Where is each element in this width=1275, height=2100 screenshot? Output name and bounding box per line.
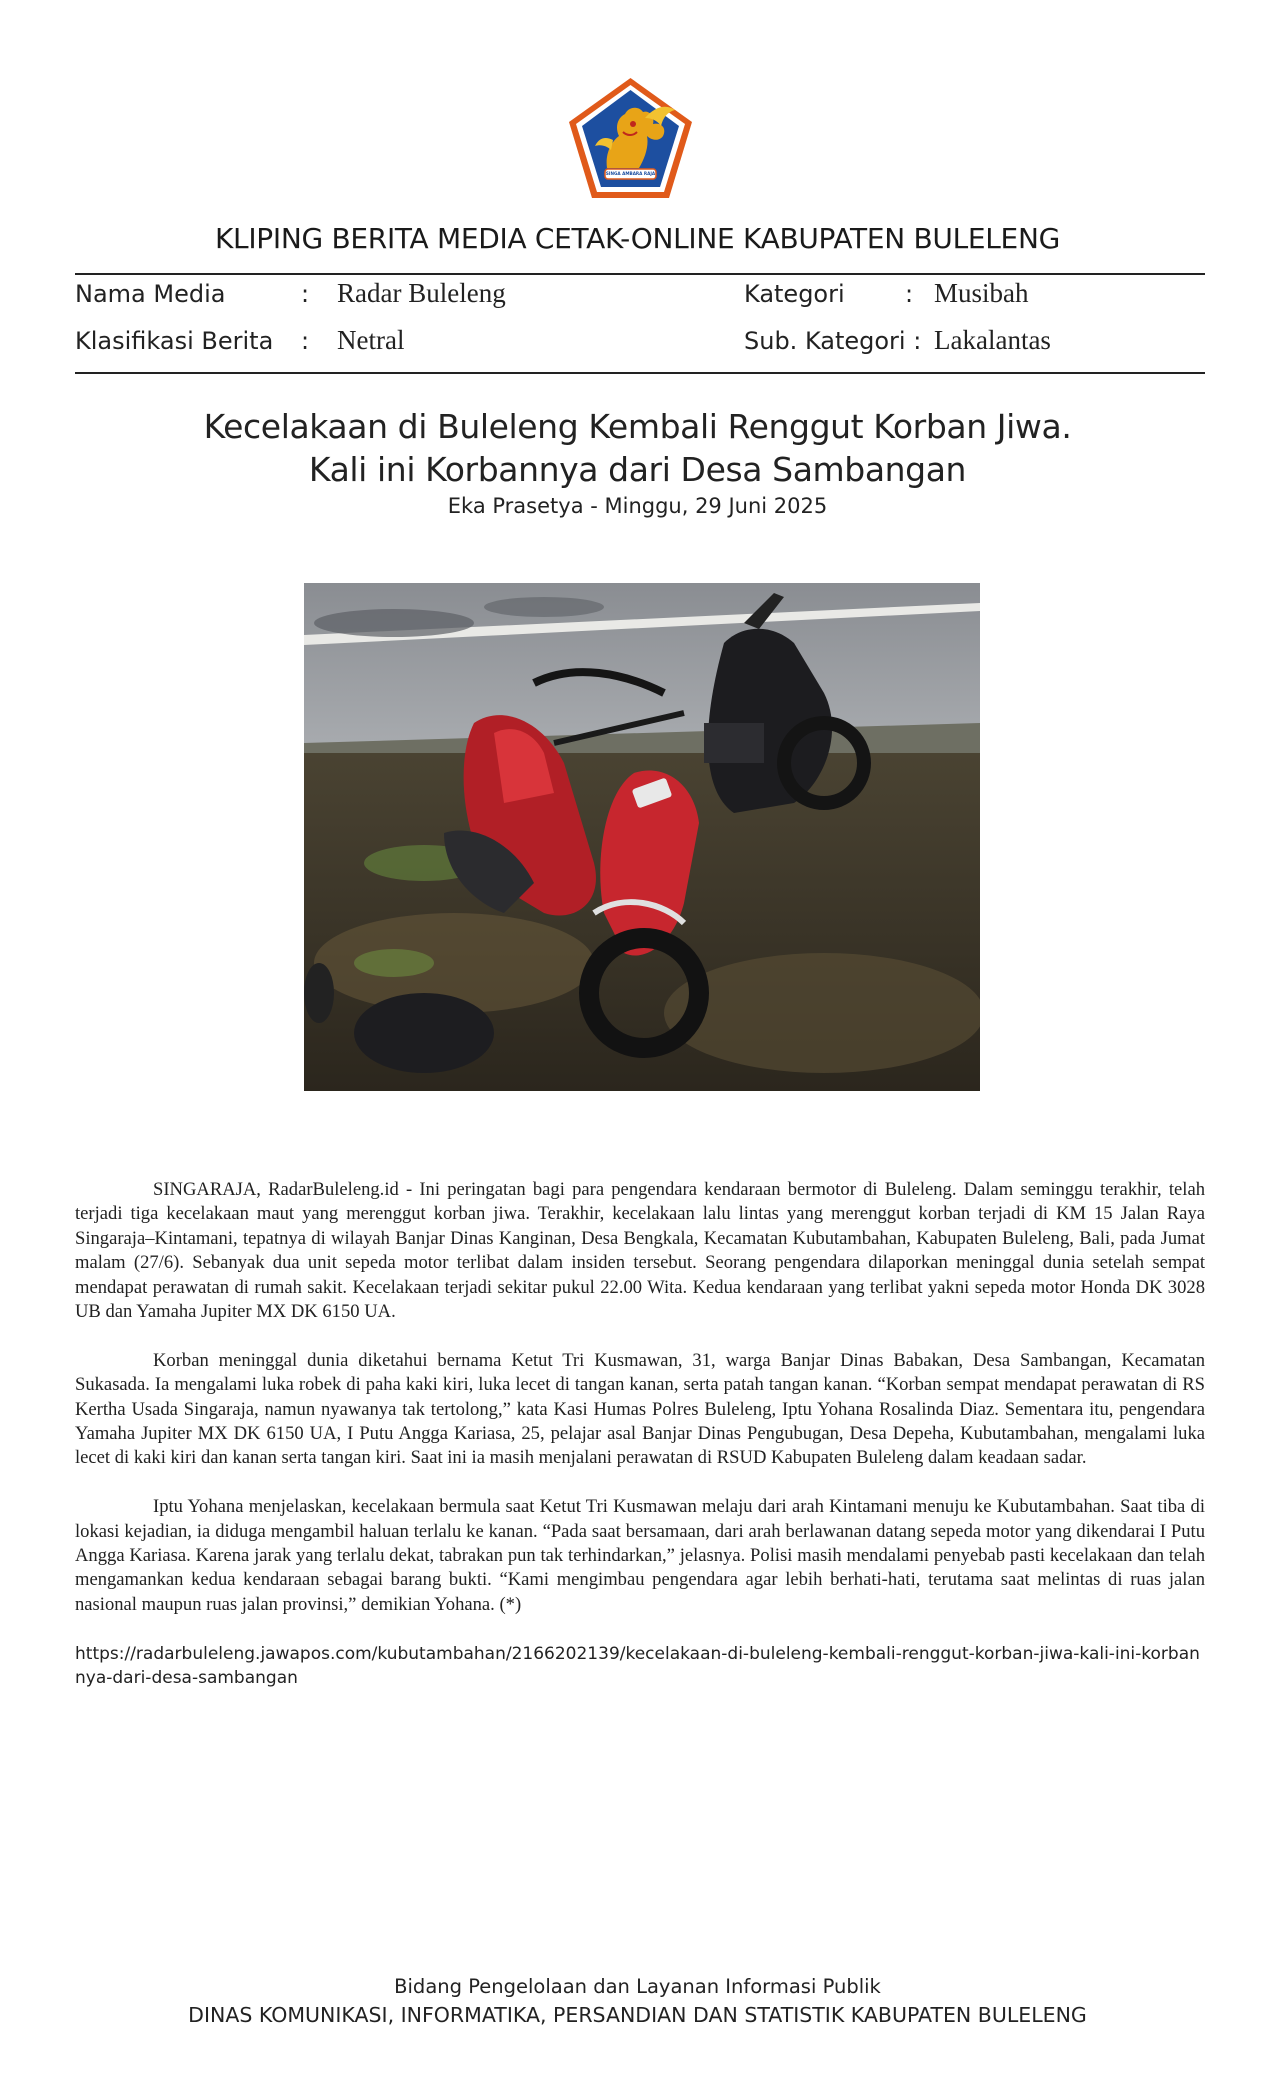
- article-paragraph: Iptu Yohana menjelaskan, kecelakaan bermula saat Ketut Tri Kusmawan melaju dari arah Kintamani menuju ke Kubutambahan. Saat tiba di lokasi kejadian, ia diduga mengambil haluan terlalu ke kanan. “Pada saat bersamaan, dari arah berlawanan datang sepeda motor yang dikendarai I Putu Angga Kariasa. Karena jarak yang terlalu dekat, tabrakan pun tak terhindarkan,” jelasnya. Polisi masih mendalami penyebab pasti kecelakaan dan telah mengamankan kedua kendaraan sebagai barang bukti. “Kami mengimbau pengendara agar lebih berhati-hati, terutama saat melintas di ruas jalan nasional maupun ruas jalan provinsi,” demikian Yohana. (*): [75, 1496, 1205, 1615]
- document-header-title: KLIPING BERITA MEDIA CETAK-ONLINE KABUPATEN BULELENG: [214, 222, 1060, 255]
- article-paragraph: SINGARAJA, RadarBuleleng.id - Ini peringatan bagi para pengendara kendaraan bermotor di Buleleng. Dalam seminggu terakhir, telah terjadi tiga kecelakaan maut yang merenggut korban jiwa. Terakhir, kecelakaan lalu lintas yang merenggut korban terjadi di KM 15 Jalan Raya Singaraja–Kintamani, tepatnya di wilayah Banjar Dinas Kanginan, Desa Bengkala, Kecamatan Kubutambahan, Kabupaten Buleleng, Bali, pada Jumat malam (27/6). Sebanyak dua unit sepeda motor terlibat dalam insiden tersebut. Seorang pengendara dilaporkan meninggal dunia setelah sempat mendapat perawatan di rumah sakit. Kecelakaan terjadi sekitar pukul 22.00 Wita. Kedua kendaraan yang terlibat yakni sepeda motor Honda DK 3028 UB dan Yamaha Jupiter MX DK 6150 UA.: [75, 1179, 1205, 1323]
- classification-colon: :: [301, 327, 310, 355]
- header-bottom-divider: [75, 372, 1205, 374]
- article-body: [75, 1178, 1205, 1714]
- article-byline: Eka Prasetya - Minggu, 29 Juni 2025: [447, 494, 828, 518]
- subcategory-value: Lakalantas: [934, 325, 1051, 355]
- media-name-label: Nama Media: [75, 280, 226, 308]
- classification-label: Klasifikasi Berita: [75, 327, 274, 355]
- media-name-value: Radar Buleleng: [337, 278, 506, 308]
- buleleng-regency-emblem: [567, 76, 694, 200]
- classification-value: Netral: [337, 325, 405, 355]
- meta-row-media: [75, 278, 1205, 318]
- accident-motorcycle-photo: [304, 583, 980, 1091]
- category-label: Kategori: [744, 280, 845, 308]
- category-value: Musibah: [934, 278, 1029, 308]
- article-title-line-2: Kali ini Korbannya dari Desa Sambangan: [308, 450, 967, 489]
- category-colon: :: [905, 280, 914, 308]
- media-name-colon: :: [301, 280, 310, 308]
- article-title-line-1: Kecelakaan di Buleleng Kembali Renggut Korban Jiwa.: [203, 407, 1072, 446]
- source-url[interactable]: https://radarbuleleng.jawapos.com/kubutambahan/2166202139/kecelakaan-di-buleleng-kembali-renggut-korban-jiwa-kali-ini-korbannya-dari-desa-sambangan: [75, 1643, 1200, 1688]
- emblem-motto: SINGA AMBARA RAJA: [605, 171, 656, 176]
- meta-row-classification: [75, 325, 1205, 365]
- emblem-icon: [567, 76, 694, 200]
- article-paragraph: Korban meninggal dunia diketahui bernama Ketut Tri Kusmawan, 31, warga Banjar Dinas Babakan, Desa Sambangan, Kecamatan Sukasada. Ia mengalami luka robek di paha kaki kiri, luka lecet di tangan kanan, serta patah tangan kanan. “Korban sempat mendapat perawatan di RS Kertha Usada Singaraja, namun nyawanya tak tertolong,” kata Kasi Humas Polres Buleleng, Iptu Yohana Rosalinda Diaz. Sementara itu, pengendara Yamaha Jupiter MX DK 6150 UA, I Putu Angga Kariasa, 25, pelajar asal Banjar Dinas Pengubugan, Desa Depeha, Kubutambahan, mengalami luka lecet di kaki kiri dan kanan serta tangan kiri. Saat ini ia masih menjalani perawatan di RSUD Kabupaten Buleleng dalam keadaan sadar.: [75, 1349, 1205, 1469]
- header-top-divider: [75, 273, 1205, 275]
- footer-division: Bidang Pengelolaan dan Layanan Informasi Publik: [394, 1975, 881, 1998]
- subcategory-label: Sub. Kategori :: [744, 327, 922, 355]
- footer-agency: DINAS KOMUNIKASI, INFORMATIKA, PERSANDIAN DAN STATISTIK KABUPATEN BULELENG: [188, 2003, 1087, 2027]
